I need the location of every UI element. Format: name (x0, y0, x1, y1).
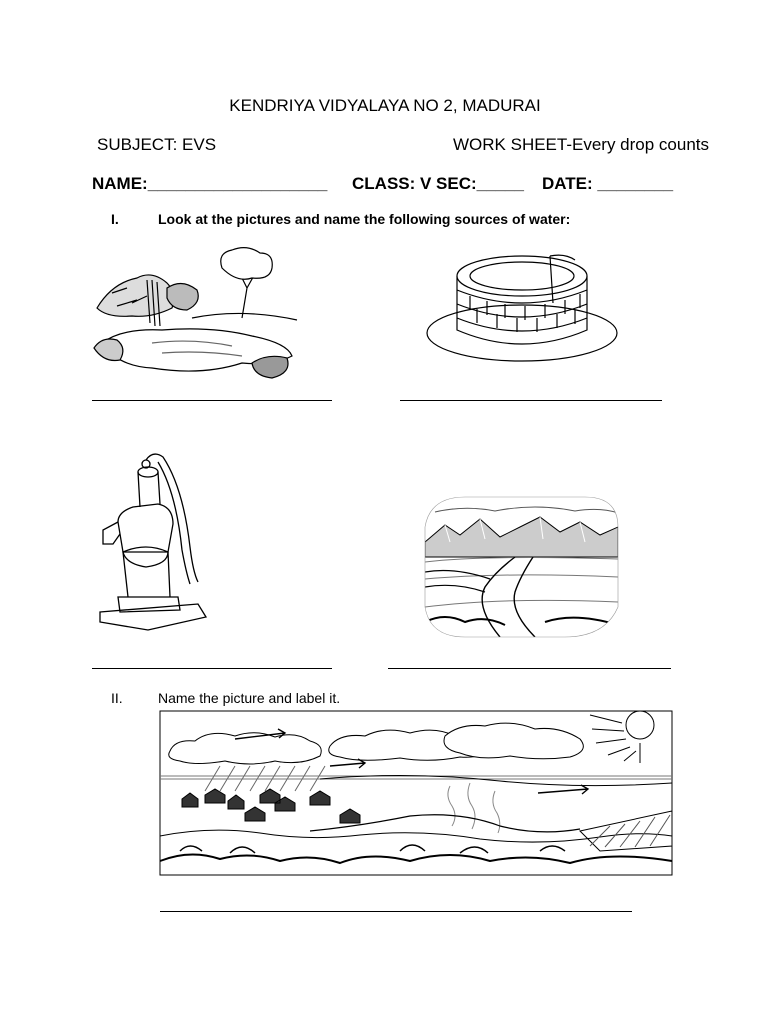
question-1-number: I. (111, 211, 119, 227)
river-valley-icon (425, 497, 618, 637)
answer-line-1[interactable] (92, 400, 332, 401)
question-2-number: II. (111, 690, 123, 706)
answer-line-4[interactable] (388, 668, 671, 669)
name-field-label: NAME:___________________ (92, 174, 328, 193)
answer-line-5[interactable] (160, 911, 632, 912)
water-cycle-icon (160, 711, 672, 875)
waterfall-pond-icon (92, 248, 302, 383)
worksheet-title: WORK SHEET-Every drop counts (453, 135, 710, 154)
well-icon (425, 248, 620, 368)
subject-label: SUBJECT: EVS (97, 135, 217, 154)
question-1-text: Look at the pictures and name the following sources of water: (158, 211, 571, 227)
school-title: KENDRIYA VIDYALAYA NO 2, MADURAI (229, 96, 541, 115)
hand-pump-icon (98, 452, 210, 632)
class-section-label: CLASS: V SEC:_____ (352, 174, 524, 193)
answer-line-2[interactable] (400, 400, 662, 401)
answer-line-3[interactable] (92, 668, 332, 669)
question-2-text: Name the picture and label it. (158, 690, 341, 706)
date-field-label: DATE: ________ (542, 174, 674, 193)
